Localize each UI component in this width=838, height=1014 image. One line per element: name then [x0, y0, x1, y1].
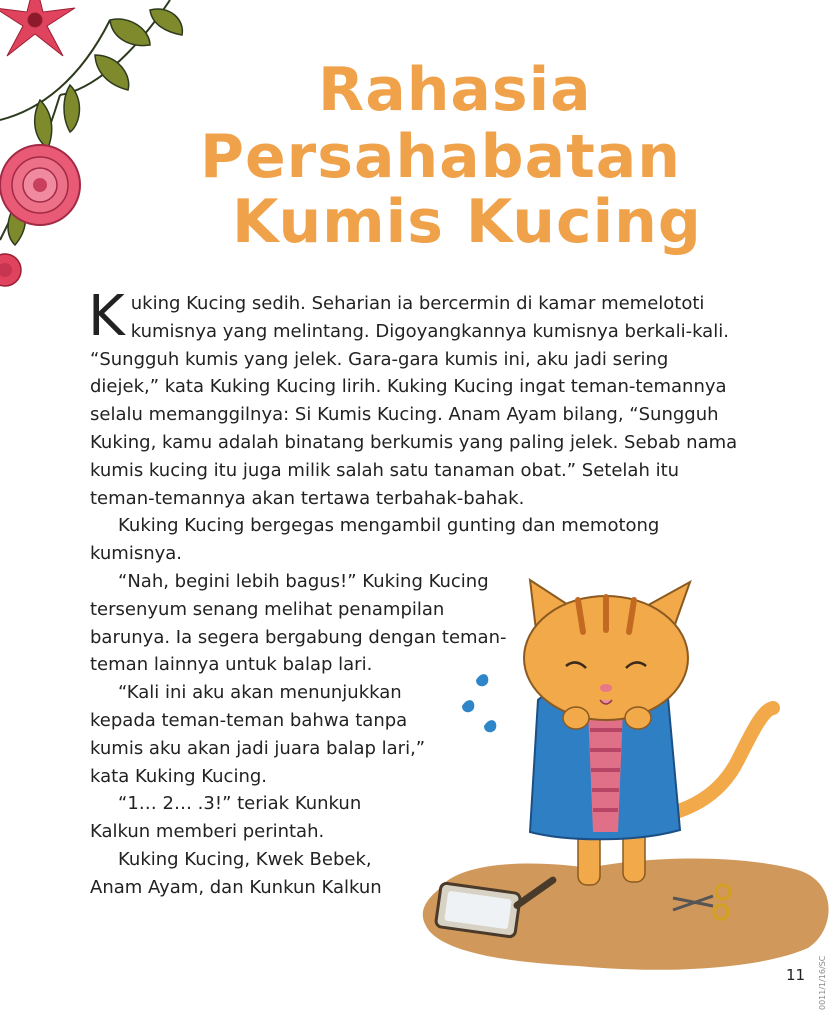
paragraph-2: Kuking Kucing bergegas mengambil gunting dan memotong kumisnya.	[90, 515, 660, 565]
paragraph-5: “1… 2… .3!” teriak Kunkun Kalkun memberi perintah.	[90, 793, 362, 843]
print-code: 0011/1/16/SC	[818, 955, 827, 1010]
flower-decoration-icon	[0, 0, 190, 300]
paragraph-1	[88, 284, 740, 512]
page-number: 11	[786, 966, 806, 984]
page-title-line-3: Kumis Kucing	[232, 187, 702, 257]
cat-illustration	[418, 570, 838, 990]
paragraph-6: Kuking Kucing, Kwek Bebek, Anam Ayam, dan Kunkun Kalkun	[90, 848, 382, 898]
page-title-line-2: Persahabatan	[200, 122, 681, 192]
paragraph-1-text: uking Kucing sedih. Seharian ia bercermin di kamar memelototi kumisnya yang melintang. Digoyangkannya kumisnya berkali-kali. “Sungguh kumis yang jelek. Gara-gara kumis ini, aku jadi sering diejek,” kata Kuking Kucing lirih. Kuking Kucing ingat teman-temannya selalu memanggilnya: Si Kumis Kucing. Anam Ayam bilang, “Sungguh Kuking, kamu adalah binatang berkumis yang paling jelek. Sebab nama kumis kucing itu juga milik salah satu tanaman obat.” Setelah itu teman-temannya akan tertawa terbahak-bahak.	[90, 293, 738, 509]
page-title-line-1: Rahasia	[318, 55, 592, 125]
tear-drops-icon	[462, 674, 496, 732]
drop-cap: K	[88, 284, 125, 349]
cat-head	[524, 580, 690, 720]
paragraph-3: “Nah, begini lebih bagus!” Kuking Kucing tersenyum senang melihat penampilan barunya. Ia segera bergabung dengan teman-teman lainnya untuk balap lari.	[90, 570, 507, 676]
paragraph-4: “Kali ini aku akan menunjukkan kepada teman-teman bahwa tanpa kumis aku akan jadi juara balap lari,” kata Kuking Kucing.	[90, 682, 426, 787]
